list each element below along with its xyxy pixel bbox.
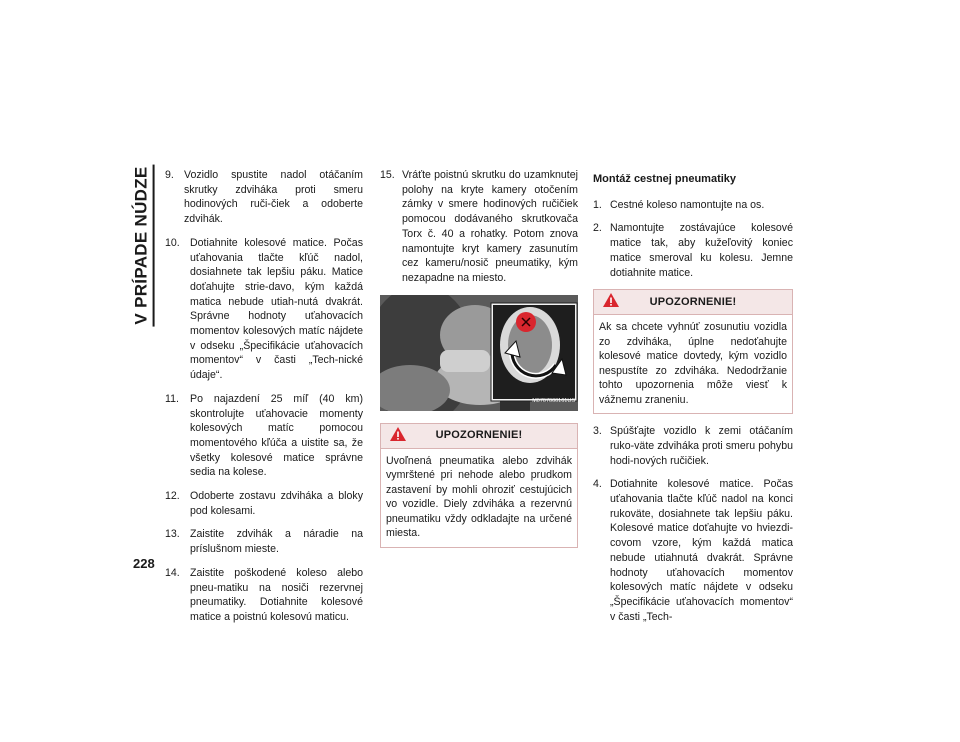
chapter-tab (128, 165, 158, 325)
item-number: 4. (593, 478, 602, 491)
warning-text: Uvoľnená pneumatika alebo zdvihák vymrštené pri nehode alebo prudkom zastavení by mohli ohroziť cestujúcich vo vozidle. Diely zdviháka a rezervnú pneumatiku vždy odkladajte na určené miesta. (386, 454, 572, 540)
item-text: Zaistite zdvihák a náradie na príslušnom mieste. (190, 528, 363, 556)
photo-code: M0707000161US (532, 397, 575, 404)
item-text: Namontujte zostávajúce kolesové matice tak, aby kužeľovitý koniec matice smeroval ku kolesu. Jemne dotiahnite matice. (610, 222, 793, 279)
warning-header (381, 424, 577, 449)
list-item (165, 527, 363, 556)
item-text: Dotiahnite kolesové matice. Počas uťahovania tlačte kľúč nadol, dosiahnete tak lepšiu páku. Matice doťahujte strie-davo, kým každá matica nebude utiah-nutá dvakrát. Správne hodnoty uťahovacích momentov kolesových matíc nájdete v odseku „Špecifikácie uťahovacích momentov“ v časti „Tech-nické údaje“. (190, 236, 363, 382)
warning-text: Ak sa chcete vyhnúť zosunutiu vozidla zo zdviháka, úplne nedoťahujte kolesové matice dovtedy, kým vozidlo nespustíte zo zdviháka. Nedodržanie tohto upozornenia môže viesť k vážnemu zraneniu. (599, 321, 787, 406)
list-item (593, 198, 793, 213)
warning-triangle-icon (602, 292, 620, 308)
item-text: Spúšťajte vozidlo k zemi otáčaním ruko-väte zdviháka proti smeru pohybu hodi-nových ručičiek. (610, 425, 793, 467)
list-item (165, 489, 363, 518)
list-item (593, 221, 793, 280)
item-number: 12. (165, 490, 180, 503)
warning-title: UPOZORNENIE! (649, 295, 737, 308)
warning-triangle-icon (389, 426, 407, 442)
item-text: Vozidlo spustite nadol otáčaním skrutky zdviháka proti smeru hodinových ruči-čiek a odoberte zdvihák. (184, 169, 363, 226)
list-item (165, 236, 363, 383)
list-item (380, 168, 578, 286)
column-2 (380, 168, 578, 558)
item-number: 13. (165, 528, 180, 541)
item-number: 14. (165, 566, 180, 579)
item-number: 11. (165, 392, 179, 405)
item-text: Zaistite poškodené koleso alebo pneu-matiku na nosiči rezervnej pneumatiky. Dotiahnite kolesové matice a poistnú kolesovú maticu. (190, 566, 363, 623)
chapter-title: V PRÍPADE NÚDZE (132, 164, 155, 326)
item-number: 10. (165, 236, 180, 249)
warning-box (380, 423, 578, 548)
item-number: 3. (593, 425, 602, 438)
warning-header (594, 290, 792, 315)
list-item (165, 566, 363, 625)
item-number: 15. (380, 169, 395, 181)
item-text: Odoberte zostavu zdviháka a bloky pod kolesami. (190, 490, 363, 517)
warning-title: UPOZORNENIE! (435, 429, 523, 442)
item-number: 9. (165, 169, 174, 181)
list-item (593, 424, 793, 468)
item-text: Po najazdení 25 míľ (40 km) skontrolujte uťahovacie momenty kolesových matíc pomocou momentového kľúča a uistite sa, že všetky kolesové matice správne sedia na kolese. (190, 392, 363, 479)
list-item (593, 477, 793, 624)
item-number: 2. (593, 222, 602, 235)
list-item (165, 392, 363, 480)
warning-box (593, 289, 793, 414)
camera-cover-photo (380, 295, 578, 411)
section-title: Montáž cestnej pneumatiky (593, 173, 737, 185)
item-text: Cestné koleso namontujte na os. (610, 198, 765, 211)
column-3 (593, 168, 793, 633)
item-text: Dotiahnite kolesové matice. Počas uťahovania tlačte kľúč nadol na konci rukoväte, dosiahnete tak lepšiu páku. Kolesové matice doťahujte vo hviezdi-covom vzore, kým každá matica nebude utiahnutá dvakrát. Správne hodnoty uťahovacích momentov kolesových matíc nájdete v odseku „Špecifikácie uťahovacích momentov“ v časti „Tech- (610, 478, 793, 623)
list-item (165, 168, 363, 227)
column-1 (165, 168, 363, 634)
page-number: 228 (133, 556, 155, 571)
item-number: 1. (593, 198, 602, 211)
item-text: Vráťte poistnú skrutku do uzamknutej polohy na kryte kamery otočením zámky v smere hodinových ručičiek pomocou dodávaného skrutkovača Torx č. 40 a rohatky. Potom znova namontujte kryt kamery zasunutím cez kameru/nosič pneumatiky, kým nezapadne na miesto. (402, 169, 578, 284)
